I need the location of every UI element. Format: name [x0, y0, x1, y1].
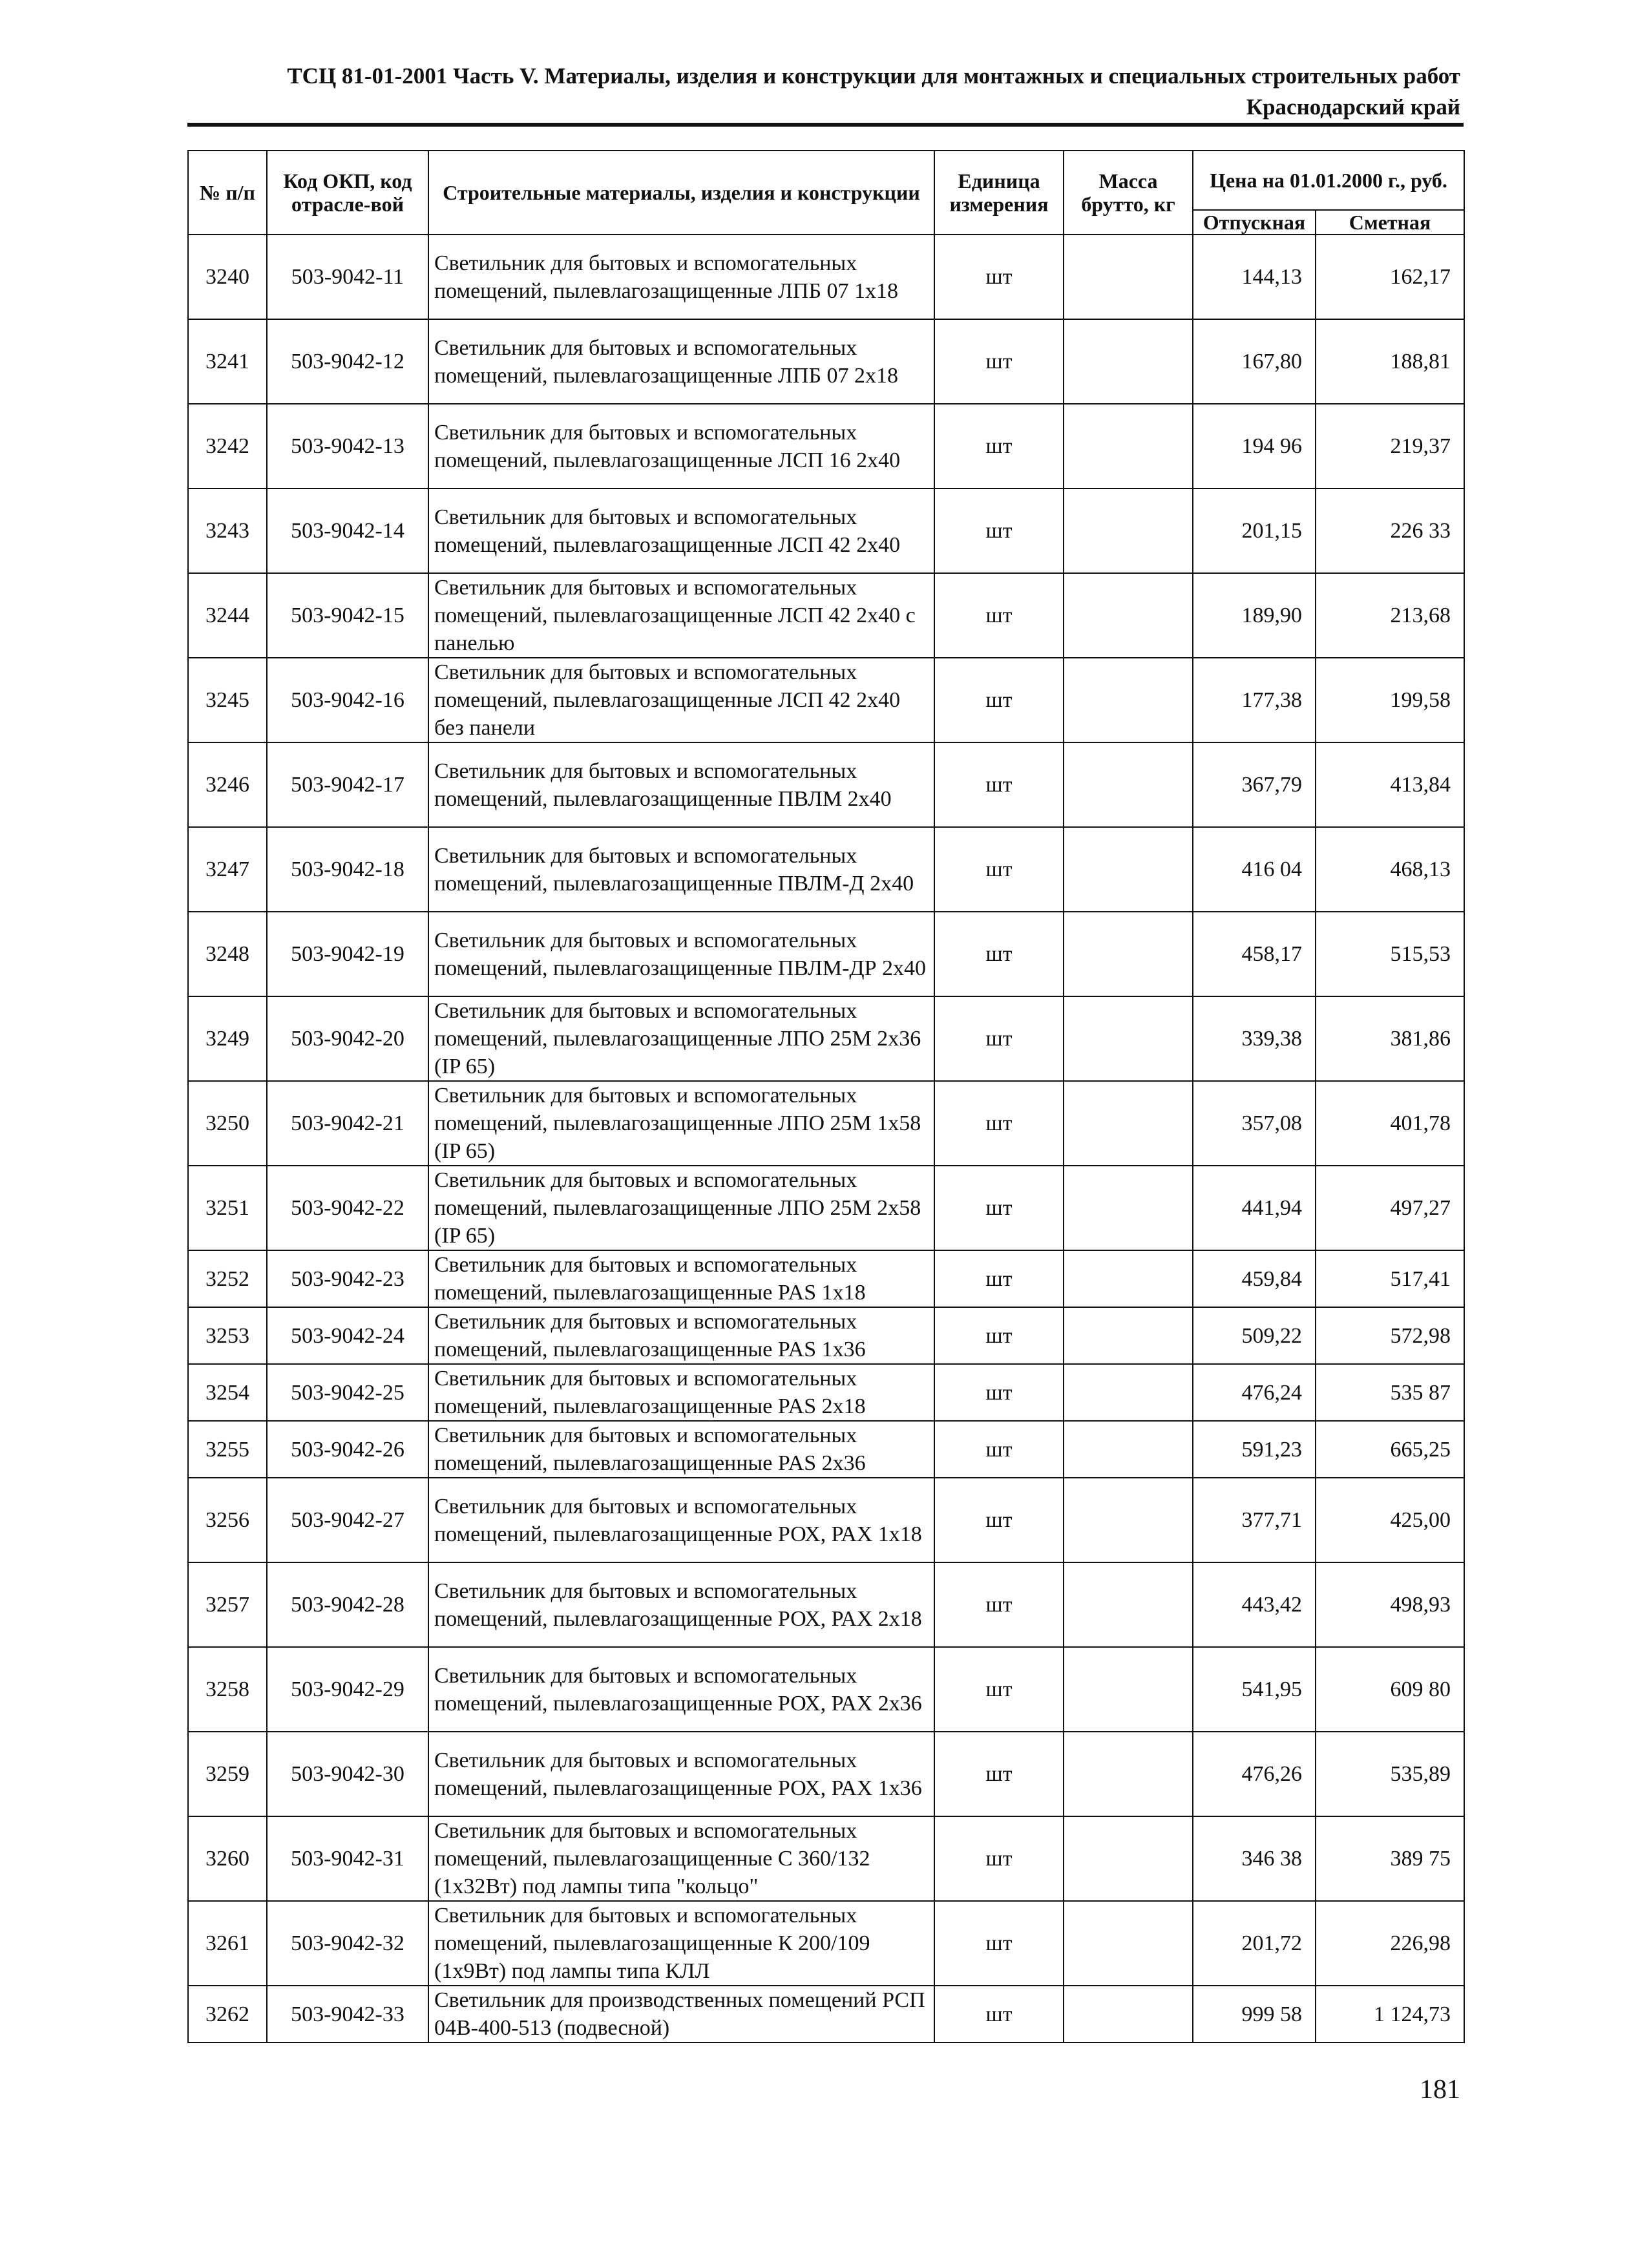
- region-label: Краснодарский край: [1246, 94, 1460, 120]
- row-price-estimate: 572,98: [1316, 1307, 1464, 1364]
- row-price-estimate: 389 75: [1316, 1816, 1464, 1901]
- row-unit: шт: [934, 742, 1064, 827]
- row-unit: шт: [934, 1562, 1064, 1647]
- row-name: Светильник для бытовых и вспомогательных помещений, пылевлагозащищенные РОХ, РАХ 1х36: [428, 1732, 934, 1816]
- row-number: 3244: [188, 573, 267, 658]
- row-code: 503-9042-20: [267, 996, 428, 1081]
- row-mass: [1064, 1562, 1193, 1647]
- row-mass: [1064, 1816, 1193, 1901]
- table-row: [188, 319, 1464, 404]
- row-price-estimate: 188,81: [1316, 319, 1464, 404]
- row-price-release: 509,22: [1193, 1307, 1316, 1364]
- row-price-estimate: 515,53: [1316, 912, 1464, 996]
- row-unit: шт: [934, 1986, 1064, 2042]
- row-code: 503-9042-17: [267, 742, 428, 827]
- row-number: 3240: [188, 235, 267, 319]
- table-row: [188, 1166, 1464, 1250]
- row-code: 503-9042-16: [267, 658, 428, 742]
- row-unit: шт: [934, 827, 1064, 912]
- row-price-release: 177,38: [1193, 658, 1316, 742]
- row-code: 503-9042-14: [267, 488, 428, 573]
- row-mass: [1064, 1307, 1193, 1364]
- row-unit: шт: [934, 319, 1064, 404]
- row-name: Светильник для бытовых и вспомогательных помещений, пылевлагозащищенные PAS 2х18: [428, 1364, 934, 1421]
- table-row: [188, 1562, 1464, 1647]
- row-price-release: 201,72: [1193, 1901, 1316, 1986]
- table-row: [188, 1307, 1464, 1364]
- row-mass: [1064, 827, 1193, 912]
- row-price-estimate: 219,37: [1316, 404, 1464, 488]
- col-header-name: Строительные материалы, изделия и конструкции: [428, 151, 934, 235]
- row-unit: шт: [934, 235, 1064, 319]
- row-mass: [1064, 658, 1193, 742]
- row-number: 3252: [188, 1250, 267, 1307]
- row-name: Светильник для производственных помещений РСП 04В-400-513 (подвесной): [428, 1986, 934, 2042]
- row-code: 503-9042-22: [267, 1166, 428, 1250]
- row-unit: шт: [934, 1421, 1064, 1478]
- price-table: [187, 150, 1465, 2043]
- row-unit: шт: [934, 488, 1064, 573]
- row-price-estimate: 609 80: [1316, 1647, 1464, 1732]
- row-price-estimate: 401,78: [1316, 1081, 1464, 1166]
- row-number: 3257: [188, 1562, 267, 1647]
- col-header-estimate: Сметная: [1316, 210, 1464, 235]
- row-name: Светильник для бытовых и вспомогательных помещений, пылевлагозащищенные ЛПБ 07 2х18: [428, 319, 934, 404]
- row-number: 3246: [188, 742, 267, 827]
- table-row: [188, 1421, 1464, 1478]
- row-name: Светильник для бытовых и вспомогательных помещений, пылевлагозащищенные ЛСП 42 2х40: [428, 488, 934, 573]
- col-header-code: Код ОКП, код отрасле-вой: [267, 151, 428, 235]
- row-code: 503-9042-18: [267, 827, 428, 912]
- row-price-release: 367,79: [1193, 742, 1316, 827]
- row-price-estimate: 425,00: [1316, 1478, 1464, 1562]
- table-row: [188, 488, 1464, 573]
- row-number: 3261: [188, 1901, 267, 1986]
- row-number: 3254: [188, 1364, 267, 1421]
- row-number: 3256: [188, 1478, 267, 1562]
- row-price-release: 377,71: [1193, 1478, 1316, 1562]
- row-unit: шт: [934, 573, 1064, 658]
- row-name: Светильник для бытовых и вспомогательных помещений, пылевлагозащищенные ЛСП 42 2х40 без панели: [428, 658, 934, 742]
- col-header-price: Цена на 01.01.2000 г., руб.: [1193, 151, 1464, 210]
- row-mass: [1064, 1732, 1193, 1816]
- row-unit: шт: [934, 912, 1064, 996]
- row-unit: шт: [934, 1732, 1064, 1816]
- row-number: 3245: [188, 658, 267, 742]
- row-price-release: 999 58: [1193, 1986, 1316, 2042]
- row-name: Светильник для бытовых и вспомогательных помещений, пылевлагозащищенные PAS 1х18: [428, 1250, 934, 1307]
- row-unit: шт: [934, 1250, 1064, 1307]
- row-name: Светильник для бытовых и вспомогательных помещений, пылевлагозащищенные ЛПО 25М 1х58 (IP 65): [428, 1081, 934, 1166]
- row-unit: шт: [934, 1478, 1064, 1562]
- row-price-release: 346 38: [1193, 1816, 1316, 1901]
- row-name: Светильник для бытовых и вспомогательных помещений, пылевлагозащищенные ЛПБ 07 1х18: [428, 235, 934, 319]
- row-name: Светильник для бытовых и вспомогательных помещений, пылевлагозащищенные РОХ, РАХ 1х18: [428, 1478, 934, 1562]
- table-row: [188, 1250, 1464, 1307]
- row-number: 3259: [188, 1732, 267, 1816]
- col-header-release: Отпускная: [1193, 210, 1316, 235]
- table-row: [188, 1647, 1464, 1732]
- row-number: 3251: [188, 1166, 267, 1250]
- table-row: [188, 912, 1464, 996]
- row-code: 503-9042-32: [267, 1901, 428, 1986]
- row-price-estimate: 162,17: [1316, 235, 1464, 319]
- row-unit: шт: [934, 1647, 1064, 1732]
- row-number: 3258: [188, 1647, 267, 1732]
- row-mass: [1064, 235, 1193, 319]
- table-row: [188, 1732, 1464, 1816]
- row-name: Светильник для бытовых и вспомогательных помещений, пылевлагозащищенные РОХ, РАХ 2х18: [428, 1562, 934, 1647]
- row-price-estimate: 226 33: [1316, 488, 1464, 573]
- row-unit: шт: [934, 1081, 1064, 1166]
- row-price-estimate: 498,93: [1316, 1562, 1464, 1647]
- row-code: 503-9042-28: [267, 1562, 428, 1647]
- row-unit: шт: [934, 1901, 1064, 1986]
- row-price-estimate: 1 124,73: [1316, 1986, 1464, 2042]
- row-code: 503-9042-23: [267, 1250, 428, 1307]
- row-mass: [1064, 1166, 1193, 1250]
- row-number: 3260: [188, 1816, 267, 1901]
- row-code: 503-9042-33: [267, 1986, 428, 2042]
- row-mass: [1064, 1364, 1193, 1421]
- row-code: 503-9042-25: [267, 1364, 428, 1421]
- row-price-release: 357,08: [1193, 1081, 1316, 1166]
- row-code: 503-9042-31: [267, 1816, 428, 1901]
- table-row: [188, 235, 1464, 319]
- row-code: 503-9042-13: [267, 404, 428, 488]
- table-row: [188, 1901, 1464, 1986]
- row-name: Светильник для бытовых и вспомогательных помещений, пылевлагозащищенные ЛПО 25М 2х58 (IP 65): [428, 1166, 934, 1250]
- row-name: Светильник для бытовых и вспомогательных помещений, пылевлагозащищенные ЛСП 42 2х40 с панелью: [428, 573, 934, 658]
- table-row: [188, 1478, 1464, 1562]
- row-price-estimate: 535 87: [1316, 1364, 1464, 1421]
- row-name: Светильник для бытовых и вспомогательных помещений, пылевлагозащищенные С 360/132 (1х32Вт) под лампы типа "кольцо": [428, 1816, 934, 1901]
- row-number: 3248: [188, 912, 267, 996]
- row-name: Светильник для бытовых и вспомогательных помещений, пылевлагозащищенные PAS 1х36: [428, 1307, 934, 1364]
- row-number: 3242: [188, 404, 267, 488]
- row-mass: [1064, 573, 1193, 658]
- table-row: [188, 827, 1464, 912]
- row-price-estimate: 535,89: [1316, 1732, 1464, 1816]
- row-code: 503-9042-24: [267, 1307, 428, 1364]
- table-row: [188, 1986, 1464, 2042]
- row-code: 503-9042-12: [267, 319, 428, 404]
- row-name: Светильник для бытовых и вспомогательных помещений, пылевлагозащищенные ПВЛМ-ДР 2х40: [428, 912, 934, 996]
- row-price-estimate: 199,58: [1316, 658, 1464, 742]
- row-price-estimate: 213,68: [1316, 573, 1464, 658]
- row-name: Светильник для бытовых и вспомогательных помещений, пылевлагозащищенные ЛСП 16 2х40: [428, 404, 934, 488]
- row-price-estimate: 497,27: [1316, 1166, 1464, 1250]
- row-mass: [1064, 1081, 1193, 1166]
- row-code: 503-9042-21: [267, 1081, 428, 1166]
- row-price-release: 189,90: [1193, 573, 1316, 658]
- table-row: [188, 658, 1464, 742]
- row-price-release: 441,94: [1193, 1166, 1316, 1250]
- page-number: 181: [1420, 2075, 1460, 2105]
- row-mass: [1064, 1478, 1193, 1562]
- row-price-estimate: 413,84: [1316, 742, 1464, 827]
- col-header-num: № п/п: [188, 151, 267, 235]
- row-mass: [1064, 1986, 1193, 2042]
- row-name: Светильник для бытовых и вспомогательных помещений, пылевлагозащищенные PAS 2х36: [428, 1421, 934, 1478]
- row-price-estimate: 665,25: [1316, 1421, 1464, 1478]
- row-mass: [1064, 1647, 1193, 1732]
- row-code: 503-9042-19: [267, 912, 428, 996]
- row-price-release: 591,23: [1193, 1421, 1316, 1478]
- row-name: Светильник для бытовых и вспомогательных помещений, пылевлагозащищенные ПВЛМ 2х40: [428, 742, 934, 827]
- row-price-estimate: 226,98: [1316, 1901, 1464, 1986]
- row-mass: [1064, 319, 1193, 404]
- table-row: [188, 742, 1464, 827]
- row-name: Светильник для бытовых и вспомогательных помещений, пылевлагозащищенные РОХ, РАХ 2х36: [428, 1647, 934, 1732]
- table-row: [188, 404, 1464, 488]
- row-price-estimate: 468,13: [1316, 827, 1464, 912]
- row-number: 3241: [188, 319, 267, 404]
- row-price-release: 144,13: [1193, 235, 1316, 319]
- row-code: 503-9042-11: [267, 235, 428, 319]
- row-name: Светильник для бытовых и вспомогательных помещений, пылевлагозащищенные ЛПО 25М 2х36 (IP 65): [428, 996, 934, 1081]
- row-price-release: 476,26: [1193, 1732, 1316, 1816]
- row-price-estimate: 381,86: [1316, 996, 1464, 1081]
- row-mass: [1064, 1421, 1193, 1478]
- row-price-release: 459,84: [1193, 1250, 1316, 1307]
- row-number: 3255: [188, 1421, 267, 1478]
- col-header-unit: Единица измерения: [934, 151, 1064, 235]
- row-code: 503-9042-29: [267, 1647, 428, 1732]
- row-name: Светильник для бытовых и вспомогательных помещений, пылевлагозащищенные К 200/109 (1х9Вт) под лампы типа КЛЛ: [428, 1901, 934, 1986]
- document-title: ТСЦ 81-01-2001 Часть V. Материалы, изделия и конструкции для монтажных и специальных строительных работ: [287, 63, 1460, 89]
- row-mass: [1064, 404, 1193, 488]
- row-price-release: 416 04: [1193, 827, 1316, 912]
- row-price-release: 541,95: [1193, 1647, 1316, 1732]
- row-code: 503-9042-15: [267, 573, 428, 658]
- row-number: 3262: [188, 1986, 267, 2042]
- row-price-estimate: 517,41: [1316, 1250, 1464, 1307]
- row-unit: шт: [934, 1166, 1064, 1250]
- row-unit: шт: [934, 658, 1064, 742]
- row-code: 503-9042-27: [267, 1478, 428, 1562]
- row-code: 503-9042-26: [267, 1421, 428, 1478]
- table-row: [188, 1081, 1464, 1166]
- table-row: [188, 1816, 1464, 1901]
- row-mass: [1064, 1250, 1193, 1307]
- row-price-release: 201,15: [1193, 488, 1316, 573]
- col-header-mass: Масса брутто, кг: [1064, 151, 1193, 235]
- row-unit: шт: [934, 404, 1064, 488]
- row-code: 503-9042-30: [267, 1732, 428, 1816]
- row-mass: [1064, 742, 1193, 827]
- row-mass: [1064, 488, 1193, 573]
- row-price-release: 194 96: [1193, 404, 1316, 488]
- row-mass: [1064, 996, 1193, 1081]
- row-number: 3253: [188, 1307, 267, 1364]
- row-number: 3249: [188, 996, 267, 1081]
- table-row: [188, 1364, 1464, 1421]
- table-row: [188, 573, 1464, 658]
- row-unit: шт: [934, 1816, 1064, 1901]
- row-price-release: 476,24: [1193, 1364, 1316, 1421]
- table-body: [188, 235, 1464, 2042]
- row-price-release: 339,38: [1193, 996, 1316, 1081]
- row-price-release: 443,42: [1193, 1562, 1316, 1647]
- table-row: [188, 996, 1464, 1081]
- row-mass: [1064, 1901, 1193, 1986]
- row-unit: шт: [934, 1364, 1064, 1421]
- row-number: 3250: [188, 1081, 267, 1166]
- header-rule: [187, 123, 1464, 127]
- row-price-release: 458,17: [1193, 912, 1316, 996]
- row-number: 3247: [188, 827, 267, 912]
- row-price-release: 167,80: [1193, 319, 1316, 404]
- row-unit: шт: [934, 996, 1064, 1081]
- row-number: 3243: [188, 488, 267, 573]
- row-unit: шт: [934, 1307, 1064, 1364]
- row-mass: [1064, 912, 1193, 996]
- row-name: Светильник для бытовых и вспомогательных помещений, пылевлагозащищенные ПВЛМ-Д 2х40: [428, 827, 934, 912]
